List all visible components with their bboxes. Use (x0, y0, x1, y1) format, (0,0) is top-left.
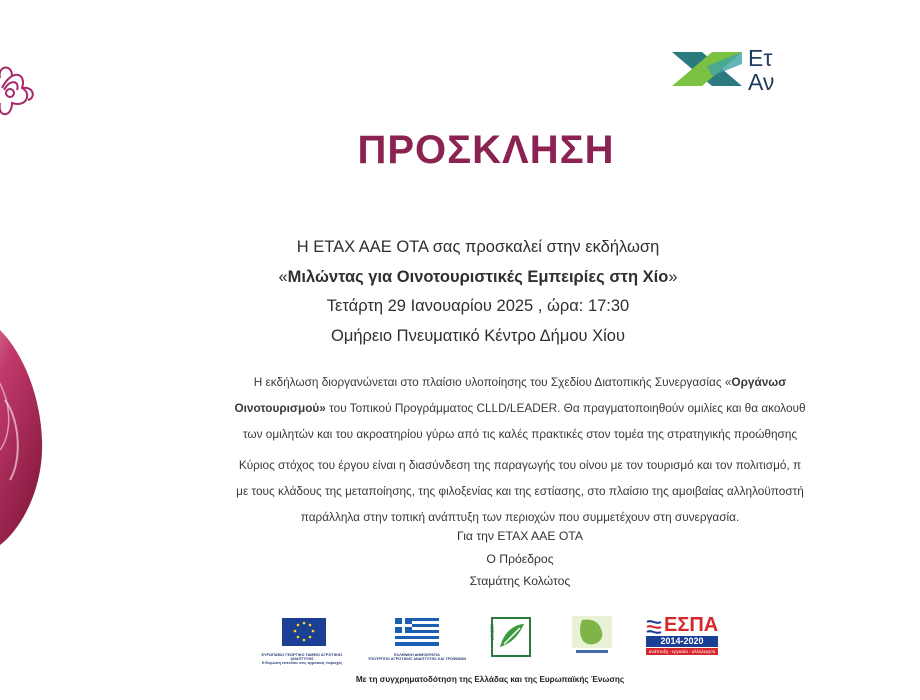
signature-role: Ο Πρόεδρος (486, 551, 554, 566)
greek-flag-icon (367, 612, 467, 648)
signature-org: Για την ΕΤΑΧ ΑΑΕ ΟΤΑ (457, 529, 583, 543)
island-map-icon (570, 612, 614, 658)
wine-glass-illustration (0, 330, 50, 550)
description-line: Η εκδήλωση διοργανώνεται στο πλαίσιο υλοποίησης του Σχεδίου Διατοπικής Συνεργασίας «Οργάνωσ (253, 375, 787, 389)
invitation-block (278, 233, 678, 351)
event-title: «Μιλώντας για Οινοτουριστικές Εμπειρίες στη Χίο» (278, 267, 678, 286)
leader-icon (490, 612, 532, 658)
espa-years: 2014-2020 (646, 636, 718, 647)
greek-flag-logo (367, 612, 467, 661)
svg-text:LEADER: LEADER (490, 624, 495, 640)
event-venue: Ομήρειο Πνευματικό Κέντρο Δήμου Χίου (331, 326, 625, 345)
page-title: ΠΡΟΣΚΛΗΣΗ (357, 128, 615, 172)
signature-name: Σταμάτης Κολώτος (469, 574, 571, 588)
description-line: Οινοτουρισμού» του Τοπικού Προγράμματος CLLD/LEADER. Θα πραγματοποιηθούν ομιλίες και θα ακολουθ (234, 401, 806, 415)
chios-island-logo (570, 612, 614, 663)
logo-wordmark: Ετ Αν (748, 45, 775, 95)
sponsor-logos (252, 612, 732, 672)
espa-label: ΕΣΠΑ (664, 614, 719, 636)
eu-flag-logo (252, 612, 352, 666)
eu-caption: ΕΥΡΩΠΑΪΚΟ ΓΕΩΡΓΙΚΟ ΤΑΜΕΙΟ ΑΓΡΟΤΙΚΗΣ ΑΝΑΠΤΥΞΗΣ (261, 653, 343, 662)
signature-block (420, 525, 620, 593)
invitation-line: Η ΕΤΑΧ ΑΑΕ ΟΤΑ σας προσκαλεί στην εκδήλωση (296, 238, 660, 256)
description-line: Κύριος στόχος του έργου είναι η διασύνδεση της παραγωγής του οίνου με τον τουρισμό και τον πολιτισμό, π (238, 458, 802, 472)
description-paragraph-2 (120, 452, 920, 530)
eu-caption-2: Η Ευρώπη επενδύει στις αγροτικές περιοχές (261, 661, 343, 666)
description-line: των ομιλητών και του ακροατηρίου γύρω από τις καλές πρακτικές στον τομέα της στρατηγικής προώθησης (242, 427, 798, 441)
leader-logo (490, 612, 532, 663)
flower-ornament (0, 48, 42, 128)
description-paragraph-1 (120, 369, 920, 447)
espa-logo (644, 612, 724, 658)
description-line: παράλληλα στην τοπική ανάπτυξη των περιοχών που συμμετέχουν στη συνεργασία. (300, 510, 740, 524)
eu-flag-icon (252, 612, 352, 648)
gr-caption: ΕΛΛΗΝΙΚΗ ΔΗΜΟΚΡΑΤΙΑ (394, 653, 440, 657)
cofunding-note: Με τη συγχρηματοδότηση της Ελλάδας και της Ευρωπαϊκής Ένωσης (355, 675, 625, 684)
event-date-time: Τετάρτη 29 Ιανουαρίου 2025 , ώρα: 17:30 (326, 297, 630, 315)
espa-tagline: ανάπτυξη - εργασία - αλληλεγγύη (646, 648, 718, 655)
description-line: με τους κλάδους της μεταποίησης, της φιλοξενίας και της εστίασης, στο πλαίσιο της αμοιβαίας αλληλοϋποστή (236, 484, 804, 498)
gr-caption-2: ΥΠΟΥΡΓΕΙΟ ΑΓΡΟΤΙΚΗΣ ΑΝΑΠΤΥΞΗΣ ΚΑΙ ΤΡΟΦΙΜΩΝ (367, 657, 467, 662)
espa-flag-icon (646, 618, 662, 636)
espa-badge (644, 612, 724, 658)
